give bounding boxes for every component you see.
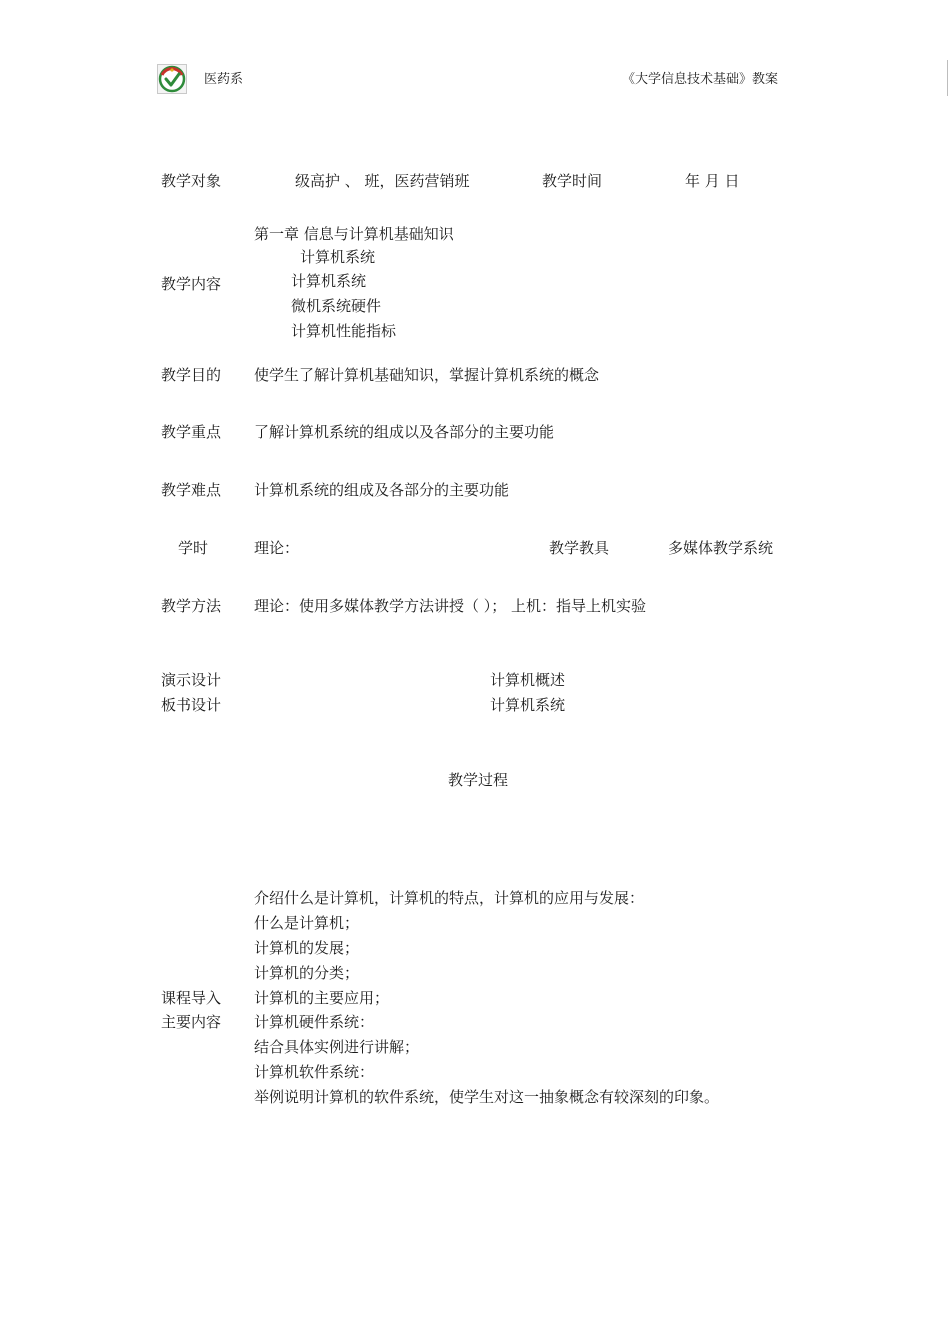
process-line: 计算机的发展； [254, 939, 360, 957]
board-design-label: 板书设计 [161, 696, 222, 714]
intro-label: 课程导入 [161, 989, 222, 1007]
demo-design-value: 计算机概述 [490, 671, 566, 689]
process-line: 介绍什么是计算机，计算机的特点，计算机的应用与发展： [254, 889, 645, 907]
key-point-value: 了解计算机系统的组成以及各部分的主要功能 [254, 423, 555, 441]
process-line: 举例说明计算机的软件系统，使学生对这一抽象概念有较深刻的印象。 [254, 1088, 720, 1106]
time-label: 教学时间 [542, 172, 603, 190]
method-value: 理论：使用多媒体教学方法讲授（ ）； 上机：指导上机实验 [254, 597, 647, 615]
document-title: 《大学信息技术基础》教案 [622, 72, 779, 87]
method-label: 教学方法 [161, 597, 222, 615]
process-line: 计算机的分类； [254, 964, 360, 982]
process-line: 计算机的主要应用； [254, 989, 390, 1007]
tools-label: 教学教具 [549, 539, 610, 557]
page-edge-divider [947, 60, 948, 96]
main-content-label: 主要内容 [161, 1013, 222, 1031]
difficulty-value: 计算机系统的组成及各部分的主要功能 [254, 481, 510, 499]
hours-label: 学时 [178, 539, 209, 557]
process-line: 计算机硬件系统： [254, 1013, 375, 1031]
time-value: 年 月 日 [685, 172, 740, 190]
content-line: 计算机系统 [291, 272, 367, 290]
demo-design-label: 演示设计 [161, 671, 222, 689]
tools-value: 多媒体教学系统 [668, 539, 774, 557]
school-logo-icon [157, 64, 187, 94]
process-line: 结合具体实例进行讲解； [254, 1038, 420, 1056]
process-line: 计算机软件系统： [254, 1063, 375, 1081]
target-value: 级高护 、 班，医药营销班 [295, 172, 470, 190]
content-line: 计算机系统 [300, 248, 376, 266]
content-line: 微机系统硬件 [291, 297, 382, 315]
content-chapter: 第一章 信息与计算机基础知识 [254, 225, 454, 243]
board-design-value: 计算机系统 [490, 696, 566, 714]
department-name: 医药系 [204, 72, 244, 87]
hours-value: 理论： [254, 539, 300, 557]
goal-label: 教学目的 [161, 366, 222, 384]
content-label: 教学内容 [161, 275, 222, 293]
key-point-label: 教学重点 [161, 423, 222, 441]
goal-value: 使学生了解计算机基础知识，掌握计算机系统的概念 [254, 366, 600, 384]
content-line: 计算机性能指标 [291, 322, 397, 340]
process-line: 什么是计算机； [254, 914, 360, 932]
process-title: 教学过程 [448, 771, 509, 789]
target-label: 教学对象 [161, 172, 222, 190]
difficulty-label: 教学难点 [161, 481, 222, 499]
